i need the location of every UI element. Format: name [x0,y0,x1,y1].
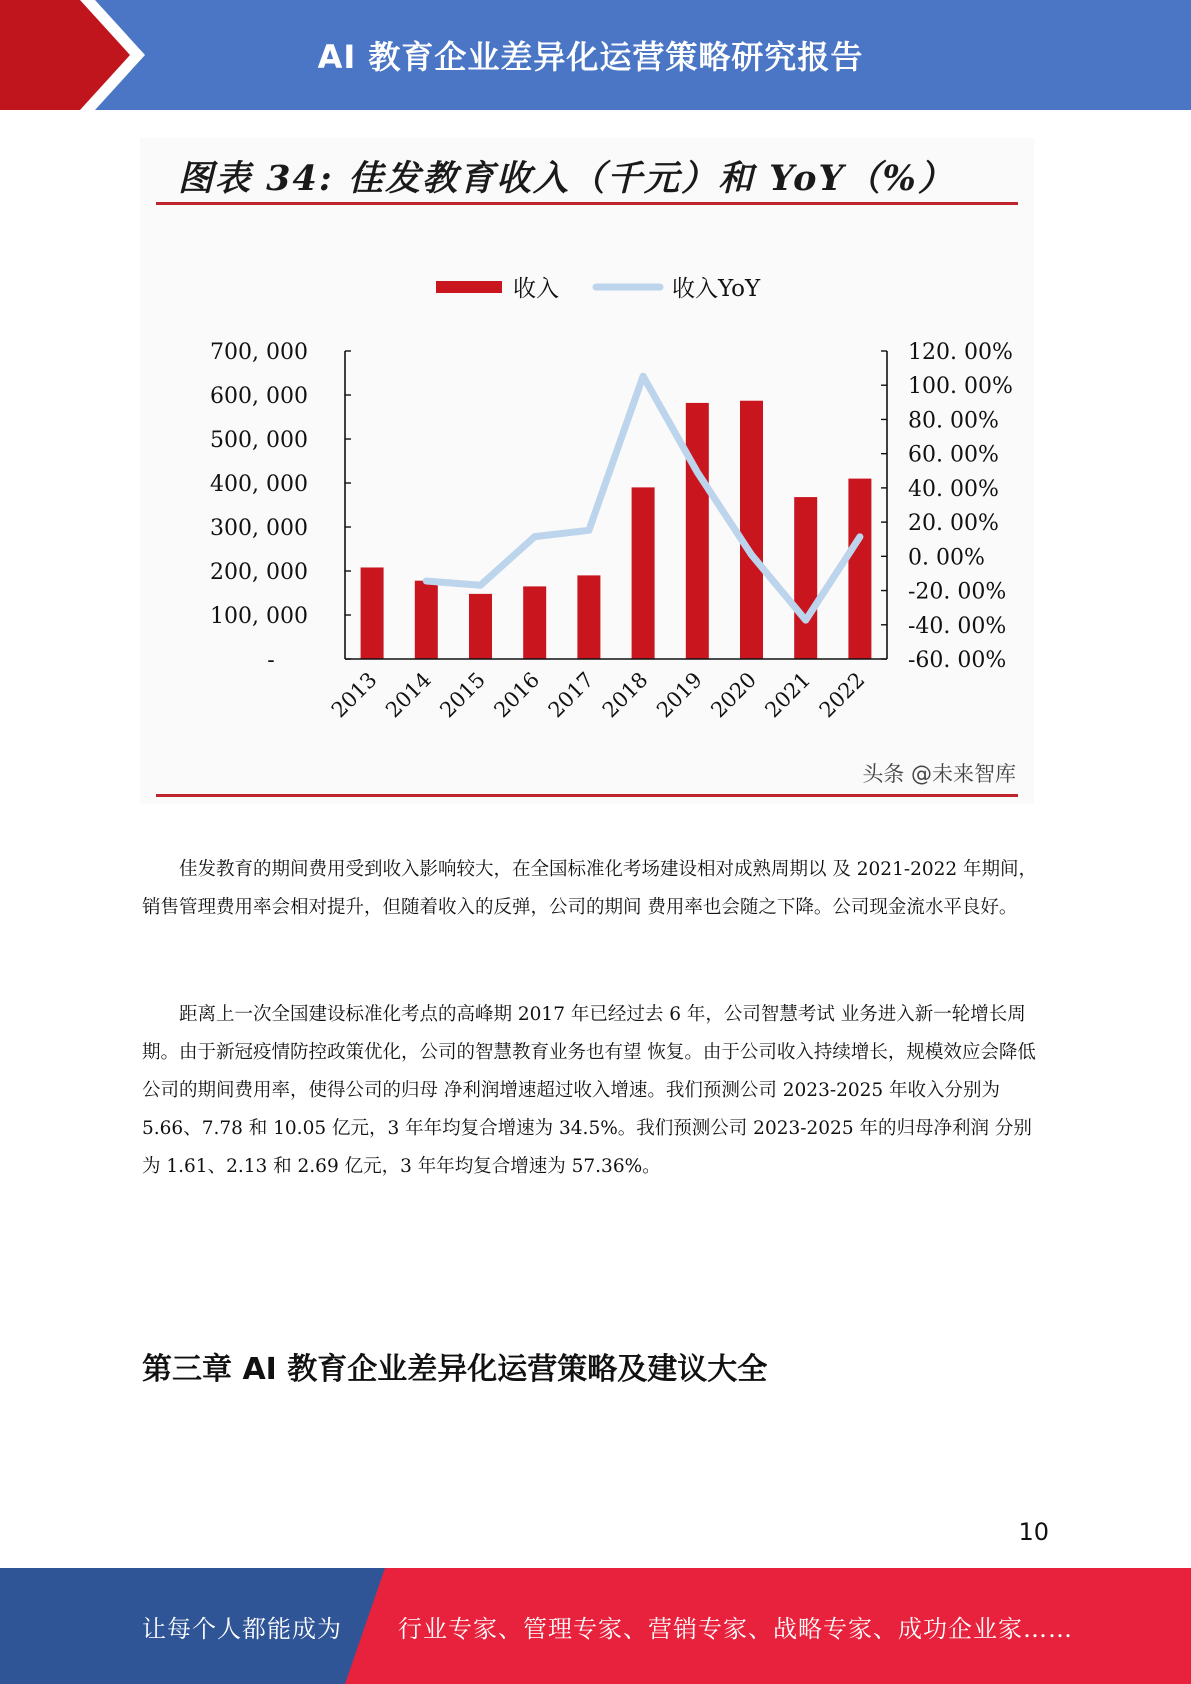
x-tick-label: 2019 [652,667,707,723]
revenue-bar-2020 [740,401,763,659]
right-tick-label: 0. 00% [908,545,985,571]
x-tick-label: 2022 [814,667,870,723]
figure-source: 头条 @未来智库 [862,762,1016,786]
footer-slogan-left: 让每个人都能成为 [142,1614,342,1643]
legend-yoy-label: 收入YoY [672,276,761,302]
figure-bottom-rule [156,794,1018,797]
revenue-bar-2021 [794,497,817,659]
figure-title: 图表 34: 佳发教育收入（千元）和 YoY（%） [178,158,955,199]
right-tick-label: 80. 00% [908,408,999,434]
right-tick-label: -20. 00% [908,579,1007,605]
left-tick-label: 400, 000 [210,472,308,497]
revenue-bar-2015 [469,594,492,659]
right-tick-label: 100. 00% [908,374,1013,400]
revenue-bar-2019 [686,403,709,659]
header-title: AI 教育企业差异化运营策略研究报告 [317,38,864,76]
figure-34 [140,138,1034,804]
revenue-bar-2013 [361,567,384,659]
right-tick-label: 20. 00% [908,511,999,537]
right-tick-label: -40. 00% [908,613,1007,639]
left-tick-label: 600, 000 [210,384,308,409]
left-tick-label: 100, 000 [210,604,308,629]
left-tick-label: 300, 000 [210,516,308,541]
right-tick-label: 120. 00% [908,340,1013,365]
legend-revenue-swatch [436,281,502,293]
x-tick-label: 2018 [597,667,653,723]
revenue-yoy-chart [140,138,1034,804]
left-tick-label: 500, 000 [210,428,308,453]
right-tick-label: -60. 00% [908,648,1007,673]
page-number: 10 [1018,1518,1049,1546]
left-tick-label: - [267,648,275,673]
x-tick-label: 2020 [706,667,762,723]
paragraph-forecast: 距离上一次全国建设标准化考点的高峰期 2017 年已经过去 6 年，公司智慧考试 业务进入新一轮增长周期。由于新冠疫情防控政策优化，公司的智慧教育业务也有望 恢复。由于公司收入持续增长，规模效应会降低公司的期间费用率，使得公司的归母 净利润增速超过收入增速。我们预测公司 2023-2025 年收入分别为 5.66、7.78 和 10.05 亿元，3 年年均复合增速为 34.5%。我们预测公司 2023-2025 年的归母净利润 分别为 1.61、2.13 和 2.69 亿元，3 年年均复合增速为 57.36%。 [142,1004,1036,1177]
revenue-bar-2022 [848,479,871,659]
x-tick-label: 2013 [326,667,382,723]
x-tick-label: 2017 [543,667,599,723]
revenue-bar-2017 [577,575,600,659]
x-tick-label: 2014 [381,667,436,723]
right-tick-label: 40. 00% [908,476,999,502]
footer-slogan-right: 行业专家、管理专家、营销专家、战略专家、成功企业家…… [398,1614,1073,1643]
left-tick-label: 200, 000 [210,560,308,585]
page-header [0,0,1191,110]
right-tick-label: 60. 00% [908,442,999,468]
left-tick-label: 700, 000 [210,340,308,365]
revenue-bar-2018 [632,487,655,659]
legend-revenue-label: 收入 [513,276,559,302]
page-footer [0,1568,1191,1684]
x-tick-label: 2021 [760,667,816,723]
x-tick-label: 2015 [435,667,491,723]
header-chevron-icon [0,0,160,110]
x-tick-label: 2016 [489,667,545,723]
revenue-bar-2016 [523,586,546,659]
chapter-heading: 第三章 AI 教育企业差异化运营策略及建议大全 [142,1352,768,1387]
paragraph-expenses: 佳发教育的期间费用受到收入影响较大，在全国标准化考场建设相对成熟周期以 及 2021-2022 年期间，销售管理费用率会相对提升，但随着收入的反弹，公司的期间 费用率也会随之下降。公司现金流水平良好。 [142,859,1038,918]
revenue-bar-2014 [415,581,438,659]
